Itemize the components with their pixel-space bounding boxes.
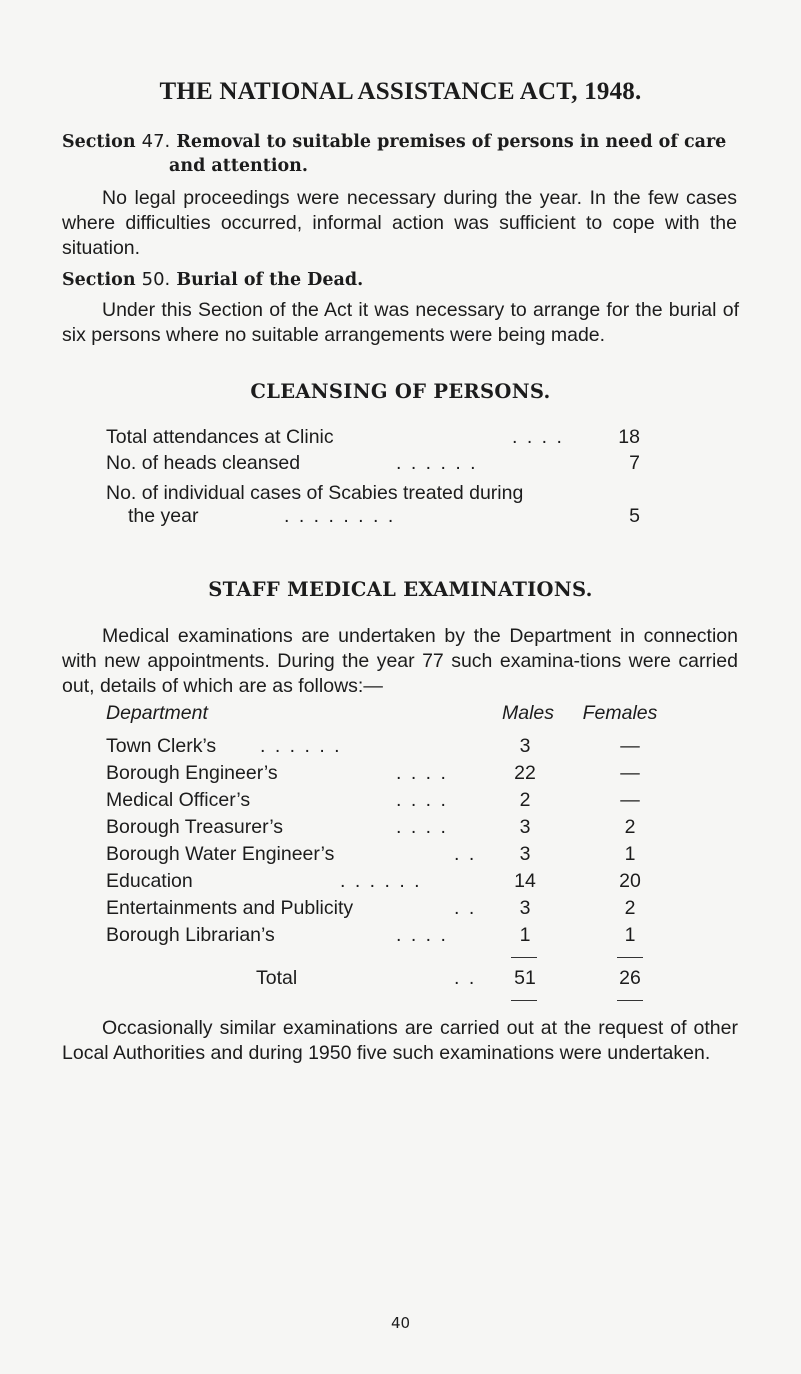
section-50-heading [62, 266, 752, 294]
row-females: — [620, 735, 640, 757]
row-department: Entertainments and Publicity [106, 897, 354, 919]
row-females: 1 [624, 924, 636, 946]
section-50-number: 50. [141, 269, 171, 290]
header-females: Females [582, 702, 658, 724]
leader-dots: . . . . [396, 924, 448, 946]
table-header [0, 700, 801, 726]
row-department: Medical Officer’s [106, 789, 251, 811]
section-47-label: Section [62, 132, 136, 152]
row-males: 3 [519, 843, 531, 865]
leader-dots: . . . . [512, 426, 564, 448]
table-row [0, 922, 801, 948]
table-row [0, 787, 801, 813]
cleansing-row-heads [0, 450, 801, 476]
cleansing-row-attendances [0, 424, 801, 450]
staff-intro: Medical examinations are undertaken by the Department in connection with new appointments. During the year 77 such examina-tions were carried out, details of which are as follows:— [62, 625, 738, 697]
section-50-title: Burial of the Dead. [176, 270, 364, 290]
cleansing-label: Total attendances at Clinic [106, 426, 334, 448]
row-females: 2 [624, 897, 636, 919]
row-department: Borough Librarian’s [106, 924, 275, 946]
row-females: 2 [624, 816, 636, 838]
leader-dots: . . . . . . . . [284, 505, 396, 527]
leader-dots: . . . . [396, 816, 448, 838]
leader-dots: . . . . . . [396, 452, 478, 474]
leader-dots: . . [454, 967, 477, 989]
total-rule-males [511, 1000, 537, 1001]
table-row [0, 733, 801, 759]
row-department: Town Clerk’s [106, 735, 217, 757]
section-50-label: Section [62, 270, 136, 290]
leader-dots: . . [454, 897, 477, 919]
cleansing-value: 5 [629, 505, 640, 527]
cleansing-row-scabies-cont [0, 503, 801, 529]
row-males: 22 [514, 762, 536, 784]
leader-dots: . . . . [396, 762, 448, 784]
total-rule-females [617, 1000, 643, 1001]
header-males: Males [501, 702, 555, 724]
cleansing-scabies-label: No. of individual cases of Scabies treated during [106, 482, 524, 504]
page-title: THE NATIONAL ASSISTANCE ACT, 1948. [159, 78, 642, 105]
cleansing-heading: CLEANSING OF PERSONS. [250, 380, 551, 403]
section-47-title-line2: and attention. [169, 156, 308, 176]
row-males: 3 [519, 735, 531, 757]
row-females: 20 [619, 870, 641, 892]
row-department: Borough Treasurer’s [106, 816, 284, 838]
table-row [0, 895, 801, 921]
leader-dots: . . . . [396, 789, 448, 811]
table-total-row [0, 965, 801, 991]
subtotal-rule-males [511, 957, 537, 958]
table-row [0, 814, 801, 840]
staff-heading: STAFF MEDICAL EXAMINATIONS. [208, 578, 593, 601]
table-row [0, 841, 801, 867]
section-47-number: 47. [141, 131, 171, 152]
cleansing-value: 18 [618, 426, 640, 448]
row-department: Borough Engineer’s [106, 762, 278, 784]
row-males: 1 [519, 924, 531, 946]
page-number: 40 [390, 1314, 411, 1332]
table-row [0, 760, 801, 786]
staff-table [0, 700, 801, 1300]
subtotal-rule-females [617, 957, 643, 958]
section-47-body: No legal proceedings were necessary during the year. In the few cases where difficulties occurred, informal action was sufficient to cope with the situation. [62, 187, 737, 259]
row-females: 1 [624, 843, 636, 865]
row-females: — [620, 762, 640, 784]
total-label: Total [256, 967, 298, 989]
table-row [0, 868, 801, 894]
row-males: 2 [519, 789, 531, 811]
cleansing-label: No. of heads cleansed [106, 452, 301, 474]
section-47-title-line1: Removal to suitable premises of persons in need of care [176, 132, 727, 152]
leader-dots: . . [454, 843, 477, 865]
row-males: 3 [519, 816, 531, 838]
total-males: 51 [514, 967, 536, 989]
staff-closing: Occasionally similar examinations are carried out at the request of other Local Authorities and during 1950 five such examinations were undertaken. [62, 1017, 738, 1064]
cleansing-scabies-label-cont: the year [128, 505, 199, 527]
row-department: Education [106, 870, 193, 892]
row-males: 3 [519, 897, 531, 919]
row-males: 14 [514, 870, 536, 892]
row-department: Borough Water Engineer’s [106, 843, 335, 865]
section-47-heading [62, 128, 752, 156]
cleansing-value: 7 [629, 452, 640, 474]
header-department: Department [106, 702, 208, 724]
section-50-body: Under this Section of the Act it was necessary to arrange for the burial of six persons where no suitable arrangements were being made. [62, 299, 739, 346]
leader-dots: . . . . . . [260, 735, 342, 757]
row-females: — [620, 789, 640, 811]
total-females: 26 [619, 967, 641, 989]
leader-dots: . . . . . . [340, 870, 422, 892]
